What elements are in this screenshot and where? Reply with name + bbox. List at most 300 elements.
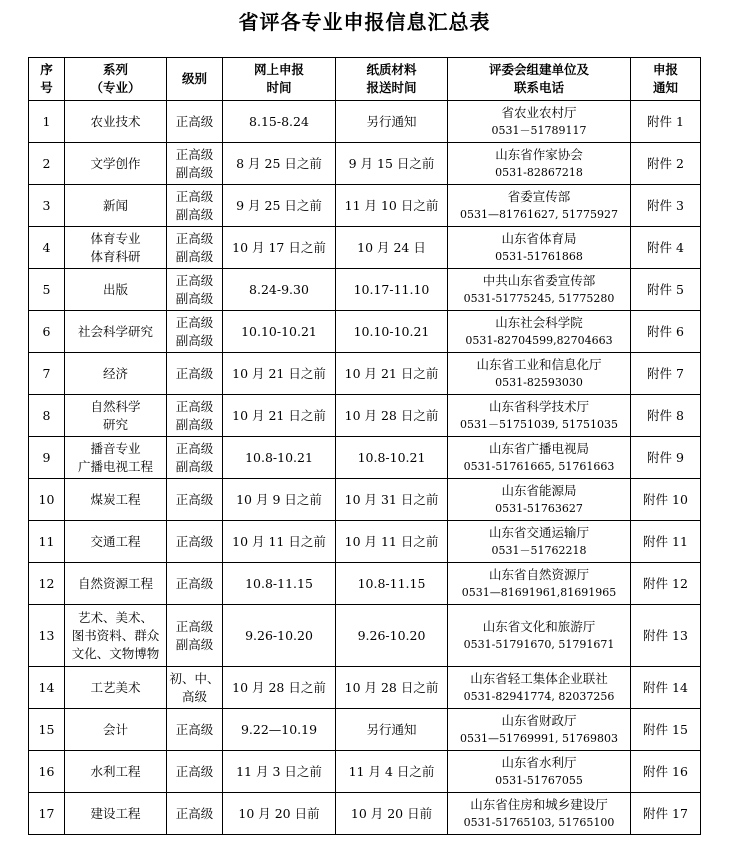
notice-cell — [631, 437, 701, 479]
row-number — [29, 395, 65, 437]
series-cell — [65, 605, 167, 667]
org-contact-cell — [448, 605, 631, 667]
level-cell-text: 正高级 — [175, 314, 214, 330]
notice-cell — [631, 521, 701, 563]
notice-cell — [631, 269, 701, 311]
notice-cell-text: 附件 17 — [643, 805, 688, 821]
notice-cell — [631, 311, 701, 353]
notice-cell-text: 附件 8 — [647, 407, 684, 423]
phone-number: 0531－51751039, 51751035 — [460, 417, 618, 431]
org-name: 山东省体育局 — [501, 230, 577, 246]
paper-time-cell-text: 10.8-11.15 — [357, 575, 426, 591]
level-cell — [167, 353, 223, 395]
row-number-text: 16 — [38, 763, 55, 779]
org-name: 山东省住房和城乡建设厅 — [470, 796, 608, 812]
series-cell-text: 社会科学研究 — [77, 323, 153, 339]
header-online-time — [223, 58, 336, 101]
level-cell-text: 副高级 — [175, 164, 214, 180]
online-time-cell-text: 10.8-11.15 — [245, 575, 313, 591]
paper-time-cell-text: 另行通知 — [366, 113, 417, 129]
org-contact-cell — [448, 563, 631, 605]
series-cell-text: 建设工程 — [90, 805, 141, 821]
row-number-text: 5 — [42, 281, 51, 297]
level-cell-text: 正高级 — [175, 491, 214, 507]
table-body — [29, 101, 701, 835]
header-org-contact — [448, 58, 631, 101]
paper-time-cell — [336, 311, 448, 353]
table-row — [29, 311, 701, 353]
table-row — [29, 605, 701, 667]
header-text: 联系电话 — [513, 80, 564, 95]
online-time-cell-text: 9.26-10.20 — [245, 627, 313, 643]
online-time-cell — [223, 521, 336, 563]
series-cell-text: 体育专业 — [90, 230, 141, 246]
paper-time-cell — [336, 793, 448, 835]
paper-time-cell-text: 10 月 21 日之前 — [344, 365, 439, 381]
series-cell — [65, 353, 167, 395]
table-row — [29, 563, 701, 605]
phone-number: 0531－51789117 — [491, 123, 587, 137]
online-time-cell-text: 9.22—10.19 — [240, 721, 318, 737]
table-row — [29, 269, 701, 311]
level-cell — [167, 437, 223, 479]
level-cell — [167, 563, 223, 605]
online-time-cell-text: 8.24-9.30 — [249, 281, 309, 297]
series-cell-text: 煤炭工程 — [90, 491, 141, 507]
paper-time-cell-text: 10.10-10.21 — [353, 323, 430, 339]
row-number — [29, 563, 65, 605]
row-number-text: 11 — [38, 533, 55, 549]
phone-number: 0531-82941774, 82037256 — [463, 689, 615, 703]
row-number — [29, 101, 65, 143]
header-text: （专业） — [90, 80, 141, 95]
table-row — [29, 185, 701, 227]
row-number — [29, 185, 65, 227]
header-level — [167, 58, 223, 101]
series-cell-text: 文学创作 — [90, 155, 141, 171]
header-text: 序 — [40, 62, 53, 77]
level-cell-text: 正高级 — [175, 188, 214, 204]
row-number-text: 2 — [42, 155, 51, 171]
level-cell-text: 副高级 — [175, 248, 214, 264]
paper-time-cell-text: 10 月 20 日前 — [350, 805, 433, 821]
level-cell-text: 正高级 — [175, 146, 214, 162]
row-number — [29, 353, 65, 395]
phone-number: 0531-82593030 — [495, 375, 583, 389]
level-cell-text: 初、中、 — [169, 670, 220, 686]
notice-cell — [631, 751, 701, 793]
row-number — [29, 437, 65, 479]
table-row — [29, 667, 701, 709]
notice-cell-text: 附件 6 — [647, 323, 684, 339]
org-name: 省农业农村厅 — [501, 104, 577, 120]
online-time-cell — [223, 709, 336, 751]
series-cell — [65, 479, 167, 521]
notice-cell-text: 附件 15 — [643, 721, 688, 737]
table-header-row — [29, 58, 701, 101]
level-cell-text: 正高级 — [175, 805, 214, 821]
notice-cell-text: 附件 14 — [643, 679, 688, 695]
notice-cell-text: 附件 16 — [643, 763, 688, 779]
row-number — [29, 269, 65, 311]
online-time-cell-text: 10 月 28 日之前 — [232, 679, 326, 695]
org-contact-cell — [448, 269, 631, 311]
series-cell — [65, 143, 167, 185]
online-time-cell-text: 8.15-8.24 — [249, 113, 309, 129]
header-text: 时间 — [266, 80, 292, 95]
header-text: 报送时间 — [366, 80, 417, 95]
notice-cell-text: 附件 1 — [647, 113, 684, 129]
paper-time-cell — [336, 479, 448, 521]
online-time-cell — [223, 667, 336, 709]
online-time-cell — [223, 437, 336, 479]
online-time-cell-text: 10 月 21 日之前 — [232, 407, 326, 423]
org-contact-cell — [448, 353, 631, 395]
table-row — [29, 479, 701, 521]
notice-cell-text: 附件 9 — [647, 449, 684, 465]
table-row — [29, 101, 701, 143]
paper-time-cell-text: 9 月 15 日之前 — [348, 155, 435, 171]
notice-cell — [631, 353, 701, 395]
level-cell-text: 副高级 — [175, 636, 214, 652]
online-time-cell — [223, 101, 336, 143]
header-paper-time — [336, 58, 448, 101]
series-cell — [65, 521, 167, 563]
row-number-text: 15 — [38, 721, 55, 737]
series-cell-text: 图书资料、群众 — [71, 627, 160, 643]
table-row — [29, 437, 701, 479]
level-cell — [167, 793, 223, 835]
paper-time-cell — [336, 101, 448, 143]
level-cell-text: 正高级 — [175, 533, 214, 549]
table-row — [29, 709, 701, 751]
online-time-cell-text: 9 月 25 日之前 — [236, 197, 322, 213]
table-row — [29, 227, 701, 269]
org-name: 山东省水利厅 — [501, 754, 577, 770]
header-text: 评委会组建单位及 — [488, 62, 589, 77]
row-number — [29, 227, 65, 269]
notice-cell-text: 附件 2 — [647, 155, 684, 171]
online-time-cell-text: 10 月 9 日之前 — [236, 491, 322, 507]
series-cell-text: 交通工程 — [90, 533, 141, 549]
org-contact-cell — [448, 751, 631, 793]
series-cell-text: 体育科研 — [90, 248, 141, 264]
org-name: 山东省自然资源厅 — [488, 566, 589, 582]
org-contact-cell — [448, 437, 631, 479]
level-cell-text: 正高级 — [175, 272, 214, 288]
online-time-cell — [223, 311, 336, 353]
paper-time-cell — [336, 751, 448, 793]
header-text: 网上申报 — [253, 62, 304, 77]
series-cell-text: 农业技术 — [90, 113, 141, 129]
paper-time-cell — [336, 395, 448, 437]
table-row — [29, 143, 701, 185]
document-title: 省评各专业申报信息汇总表 — [238, 10, 491, 34]
series-cell — [65, 395, 167, 437]
notice-cell — [631, 709, 701, 751]
row-number — [29, 751, 65, 793]
row-number-text: 8 — [42, 407, 51, 423]
row-number-text: 4 — [42, 239, 51, 255]
series-cell — [65, 227, 167, 269]
online-time-cell — [223, 793, 336, 835]
paper-time-cell — [336, 605, 448, 667]
org-name: 山东省文化和旅游厅 — [482, 618, 596, 634]
row-number — [29, 311, 65, 353]
notice-cell-text: 附件 12 — [643, 575, 688, 591]
notice-cell-text: 附件 5 — [647, 281, 684, 297]
level-cell — [167, 479, 223, 521]
level-cell-text: 副高级 — [175, 290, 214, 306]
series-cell-text: 文化、文物博物 — [71, 645, 160, 661]
notice-cell-text: 附件 13 — [643, 627, 688, 643]
header-text: 级别 — [181, 71, 207, 86]
header-text: 系列 — [102, 62, 128, 77]
online-time-cell — [223, 751, 336, 793]
paper-time-cell — [336, 709, 448, 751]
table-row — [29, 395, 701, 437]
paper-time-cell — [336, 269, 448, 311]
paper-time-cell — [336, 667, 448, 709]
online-time-cell — [223, 353, 336, 395]
series-cell-text: 播音专业 — [90, 440, 141, 456]
series-cell — [65, 269, 167, 311]
phone-number: 0531－51762218 — [491, 543, 587, 557]
org-contact-cell — [448, 185, 631, 227]
level-cell-text: 正高级 — [175, 440, 214, 456]
series-cell-text: 经济 — [102, 365, 128, 381]
row-number-text: 7 — [42, 365, 51, 381]
level-cell-text: 副高级 — [175, 332, 214, 348]
paper-time-cell — [336, 437, 448, 479]
series-cell — [65, 709, 167, 751]
header-no — [29, 58, 65, 101]
online-time-cell — [223, 605, 336, 667]
org-name: 山东省科学技术厅 — [488, 398, 589, 414]
level-cell-text: 正高级 — [175, 113, 214, 129]
header-text: 纸质材料 — [366, 62, 417, 77]
online-time-cell-text: 10.8-10.21 — [245, 449, 313, 465]
level-cell-text: 正高级 — [175, 230, 214, 246]
org-name: 省委宣传部 — [507, 188, 571, 204]
phone-number: 0531-51765103, 51765100 — [463, 815, 615, 829]
series-cell-text: 工艺美术 — [90, 679, 141, 695]
series-cell — [65, 751, 167, 793]
org-name: 山东省交通运输厅 — [488, 524, 589, 540]
row-number — [29, 521, 65, 563]
level-cell — [167, 709, 223, 751]
level-cell-text: 高级 — [181, 688, 207, 704]
table-row — [29, 751, 701, 793]
paper-time-cell-text: 另行通知 — [366, 721, 417, 737]
header-notice — [631, 58, 701, 101]
online-time-cell-text: 10 月 17 日之前 — [232, 239, 326, 255]
notice-cell-text: 附件 4 — [647, 239, 684, 255]
row-number-text: 1 — [42, 113, 51, 129]
phone-number: 0531—81691961,81691965 — [461, 585, 617, 599]
notice-cell-text: 附件 10 — [643, 491, 688, 507]
level-cell-text: 正高级 — [175, 398, 214, 414]
paper-time-cell-text: 10 月 28 日之前 — [344, 407, 439, 423]
level-cell-text: 正高级 — [175, 365, 214, 381]
online-time-cell-text: 10 月 11 日之前 — [232, 533, 326, 549]
phone-number: 0531-51763627 — [495, 501, 583, 515]
row-number — [29, 479, 65, 521]
row-number-text: 17 — [38, 805, 55, 821]
phone-number: 0531—81761627, 51775927 — [460, 207, 618, 221]
paper-time-cell — [336, 185, 448, 227]
row-number — [29, 667, 65, 709]
level-cell-text: 副高级 — [175, 416, 214, 432]
org-name: 中共山东省委宣传部 — [482, 272, 596, 288]
org-name: 山东省广播电视局 — [488, 440, 589, 456]
series-cell-text: 出版 — [102, 281, 128, 297]
level-cell-text: 副高级 — [175, 206, 214, 222]
notice-cell — [631, 793, 701, 835]
org-contact-cell — [448, 667, 631, 709]
series-cell-text: 自然科学 — [90, 398, 141, 414]
notice-cell — [631, 395, 701, 437]
online-time-cell-text: 10 月 21 日之前 — [232, 365, 326, 381]
level-cell — [167, 395, 223, 437]
level-cell — [167, 269, 223, 311]
paper-time-cell-text: 11 月 4 日之前 — [348, 763, 435, 779]
phone-number: 0531-82867218 — [495, 165, 583, 179]
level-cell-text: 正高级 — [175, 618, 214, 634]
org-contact-cell — [448, 311, 631, 353]
series-cell-text: 自然资源工程 — [77, 575, 153, 591]
table-row — [29, 793, 701, 835]
org-contact-cell — [448, 395, 631, 437]
series-cell-text: 研究 — [102, 416, 128, 432]
notice-cell — [631, 143, 701, 185]
phone-number: 0531-51775245, 51775280 — [463, 291, 615, 305]
paper-time-cell-text: 10.8-10.21 — [357, 449, 426, 465]
phone-number: 0531-51767055 — [495, 773, 583, 787]
online-time-cell-text: 8 月 25 日之前 — [236, 155, 322, 171]
row-number — [29, 143, 65, 185]
notice-cell-text: 附件 3 — [647, 197, 684, 213]
row-number-text: 10 — [38, 491, 55, 507]
phone-number: 0531-51791670, 51791671 — [463, 637, 615, 651]
row-number — [29, 605, 65, 667]
series-cell — [65, 185, 167, 227]
table-row — [29, 521, 701, 563]
org-name: 山东省财政厅 — [501, 712, 577, 728]
header-text: 申报 — [652, 62, 678, 77]
series-cell-text: 新闻 — [102, 197, 128, 213]
paper-time-cell-text: 9.26-10.20 — [357, 627, 426, 643]
level-cell-text: 正高级 — [175, 763, 214, 779]
paper-time-cell — [336, 563, 448, 605]
header-series — [65, 58, 167, 101]
online-time-cell — [223, 563, 336, 605]
org-contact-cell — [448, 709, 631, 751]
phone-number: 0531—51769991, 51769803 — [460, 731, 618, 745]
series-cell-text: 会计 — [102, 721, 128, 737]
level-cell — [167, 751, 223, 793]
row-number-text: 6 — [42, 323, 51, 339]
level-cell — [167, 227, 223, 269]
row-number-text: 9 — [42, 449, 51, 465]
org-contact-cell — [448, 143, 631, 185]
phone-number: 0531-51761868 — [495, 249, 583, 263]
series-cell — [65, 667, 167, 709]
series-cell — [65, 793, 167, 835]
header-text: 号 — [40, 80, 53, 95]
online-time-cell — [223, 185, 336, 227]
row-number-text: 12 — [38, 575, 55, 591]
org-name: 山东省作家协会 — [495, 146, 583, 162]
level-cell — [167, 605, 223, 667]
paper-time-cell — [336, 143, 448, 185]
series-cell — [65, 311, 167, 353]
row-number-text: 3 — [42, 197, 51, 213]
org-contact-cell — [448, 479, 631, 521]
online-time-cell — [223, 479, 336, 521]
paper-time-cell-text: 10 月 31 日之前 — [344, 491, 439, 507]
row-number-text: 13 — [38, 627, 55, 643]
org-name: 山东社会科学院 — [495, 314, 583, 330]
paper-time-cell-text: 10.17-11.10 — [353, 281, 430, 297]
org-contact-cell — [448, 521, 631, 563]
notice-cell — [631, 479, 701, 521]
paper-time-cell-text: 10 月 28 日之前 — [344, 679, 439, 695]
notice-cell — [631, 227, 701, 269]
online-time-cell-text: 10 月 20 日前 — [238, 805, 320, 821]
paper-time-cell-text: 10 月 24 日 — [357, 239, 426, 255]
level-cell — [167, 311, 223, 353]
org-contact-cell — [448, 101, 631, 143]
row-number — [29, 709, 65, 751]
org-name: 山东省轻工集体企业联社 — [470, 670, 608, 686]
level-cell — [167, 143, 223, 185]
org-name: 山东省工业和信息化厅 — [476, 356, 602, 372]
online-time-cell — [223, 395, 336, 437]
series-cell — [65, 101, 167, 143]
notice-cell — [631, 101, 701, 143]
summary-table — [28, 57, 701, 835]
level-cell — [167, 185, 223, 227]
paper-time-cell-text: 10 月 11 日之前 — [344, 533, 439, 549]
notice-cell — [631, 563, 701, 605]
phone-number: 0531-82704599,82704663 — [465, 333, 613, 347]
org-name: 山东省能源局 — [501, 482, 577, 498]
online-time-cell — [223, 269, 336, 311]
level-cell-text: 正高级 — [175, 575, 214, 591]
online-time-cell-text: 11 月 3 日之前 — [236, 763, 322, 779]
paper-time-cell — [336, 353, 448, 395]
row-number — [29, 793, 65, 835]
header-text: 通知 — [652, 80, 678, 95]
paper-time-cell — [336, 521, 448, 563]
series-cell — [65, 437, 167, 479]
notice-cell — [631, 185, 701, 227]
notice-cell-text: 附件 11 — [643, 533, 688, 549]
online-time-cell-text: 10.10-10.21 — [241, 323, 317, 339]
level-cell-text: 正高级 — [175, 721, 214, 737]
series-cell-text: 艺术、美术、 — [77, 609, 153, 625]
table-row — [29, 353, 701, 395]
level-cell — [167, 667, 223, 709]
series-cell — [65, 563, 167, 605]
level-cell — [167, 101, 223, 143]
notice-cell-text: 附件 7 — [647, 365, 684, 381]
org-contact-cell — [448, 227, 631, 269]
series-cell-text: 广播电视工程 — [77, 458, 153, 474]
notice-cell — [631, 605, 701, 667]
row-number-text: 14 — [38, 679, 55, 695]
